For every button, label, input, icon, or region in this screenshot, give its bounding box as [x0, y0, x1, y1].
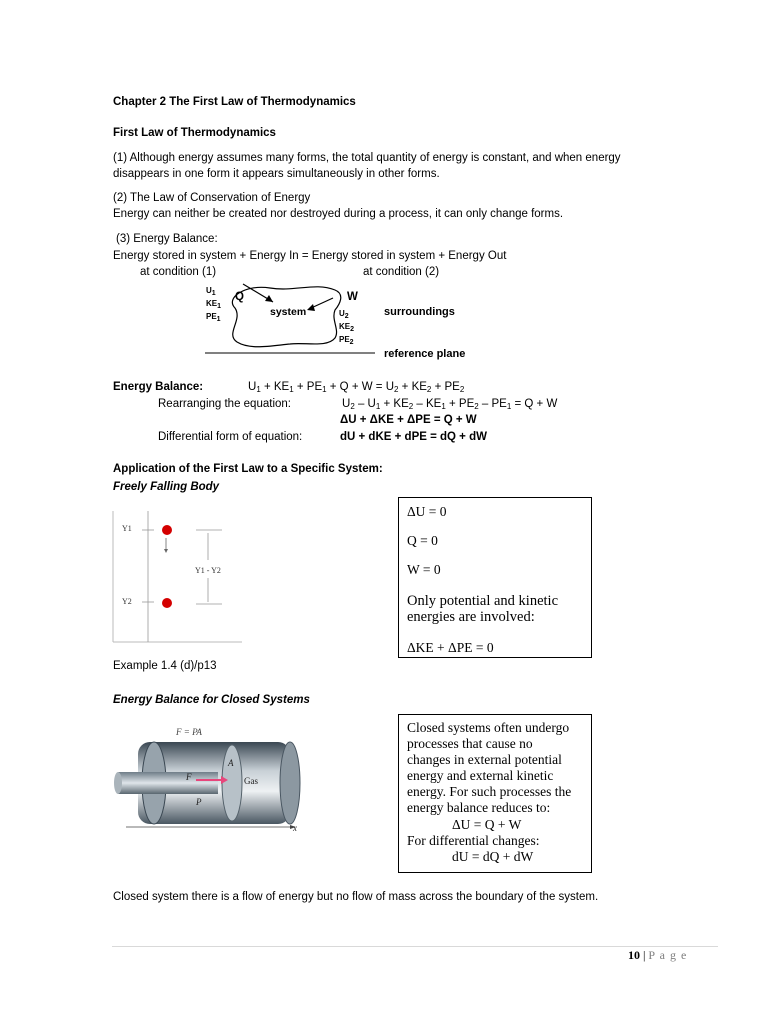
closed-box-line-2: processes that cause no [407, 736, 533, 751]
section-title: First Law of Thermodynamics [113, 127, 276, 139]
energy-balance-equation: $U_1 + KE_1 + PE_1 + Q + W = U_2 + KE_2 + PE_2$ [248, 381, 465, 394]
energy-balance-label: Energy Balance: [113, 381, 204, 393]
differential-equation: dU + dKE + dPE = dQ + dW [340, 431, 487, 443]
chapter-title: Chapter 2 The First Law of Thermodynamics [113, 96, 356, 108]
potential-kinetic-line-1: Only potential and kinetic [407, 593, 559, 609]
right-state-pe: $PE_2$ [339, 335, 354, 346]
delta-ke-pe-equation: ΔKE + ΔPE = 0 [407, 640, 494, 655]
closed-box-equation-1: ΔU = Q + W [452, 817, 522, 832]
right-state-ke: $KE_2$ [339, 322, 355, 333]
y2-label: Y2 [122, 597, 132, 606]
work-arrow-head [307, 304, 315, 311]
left-state-u: $U_1$ [206, 286, 216, 297]
footer-divider [112, 946, 718, 947]
footer-separator: | [640, 948, 649, 962]
force-label: F [186, 772, 192, 782]
gas-label: Gas [244, 776, 258, 786]
delta-equation: ΔU + ΔKE + ΔPE = Q + W [340, 414, 477, 426]
closed-systems-box [398, 714, 592, 873]
falling-body-title: Freely Falling Body [113, 481, 220, 493]
q-zero: Q = 0 [407, 533, 438, 548]
paragraph-1-line-1: (1) Although energy assumes many forms, the total quantity of energy is constant, and when energy [113, 152, 621, 164]
piston-head [222, 745, 242, 821]
rearranged-equation: $U_2 - U_1 + KE_2 - KE_1 + PE_2 - PE_1 = Q + W$ [342, 398, 558, 411]
differential-label: Differential form of equation: [158, 431, 303, 443]
energy-stored-line: Energy stored in system + Energy In = Energy stored in system + Energy Out [113, 250, 507, 262]
closed-box-line-7: For differential changes: [407, 833, 540, 848]
closed-box-line-3: changes in external potential [407, 752, 562, 767]
left-state-ke: $KE_1$ [206, 299, 222, 310]
piston-cylinder-figure [112, 722, 302, 838]
application-title: Application of the First Law to a Specific System: [113, 463, 383, 475]
work-label: W [347, 291, 358, 303]
page-number: 10 [628, 948, 640, 962]
potential-kinetic-line-2: energies are involved: [407, 609, 535, 625]
page-footer [628, 948, 687, 962]
paragraph-2-line-2: Energy can neither be created nor destroyed during a process, it can only change forms. [113, 208, 564, 220]
right-state-u: $U_2$ [339, 309, 349, 320]
rearranging-label: Rearranging the equation: [158, 398, 291, 410]
closed-systems-title: Energy Balance for Closed Systems [113, 694, 310, 706]
paragraph-3-title: (3) Energy Balance: [116, 233, 218, 245]
heat-label: Q [235, 291, 244, 303]
system-label: system [270, 306, 307, 318]
force-equation-label: F = PA [176, 727, 202, 737]
reference-plane-label: reference plane [384, 348, 466, 360]
example-reference: Example 1.4 (d)/p13 [113, 660, 217, 672]
surroundings-label: surroundings [384, 306, 455, 318]
y-difference-label: Y1 - Y2 [195, 566, 221, 575]
closed-box-line-5: energy. For such processes the [407, 784, 572, 799]
closed-system-note: Closed system there is a flow of energy but no flow of mass across the boundary of the system. [113, 891, 599, 903]
left-state-pe: $PE_1$ [206, 312, 221, 323]
ball-top [162, 525, 172, 535]
rod-end [114, 772, 122, 794]
falling-body-figure [112, 506, 244, 644]
pressure-label: P [196, 797, 202, 807]
y1-label: Y1 [122, 524, 132, 533]
x-axis-label: x [293, 823, 297, 833]
closed-box-line-4: energy and external kinetic [407, 768, 554, 783]
paragraph-2-line-1: (2) The Law of Conservation of Energy [113, 192, 311, 204]
piston-rod [118, 772, 218, 794]
falling-body-box [398, 497, 592, 658]
condition-2-label: at condition (2) [363, 266, 440, 278]
closed-box-line-6: energy balance reduces to: [407, 800, 551, 815]
closed-box-equation-2: dU = dQ + dW [452, 849, 534, 864]
page-label: P a g e [648, 948, 688, 962]
system-boundary-diagram [195, 280, 395, 360]
ball-bottom [162, 598, 172, 608]
area-label: A [228, 758, 234, 768]
fall-arrow-head [164, 549, 168, 553]
w-zero: W = 0 [407, 562, 441, 577]
closed-box-line-1: Closed systems often undergo [407, 720, 570, 735]
condition-1-label: at condition (1) [140, 266, 217, 278]
paragraph-1-line-2: disappears in one form it appears simultaneously in other forms. [113, 168, 440, 180]
cylinder-end [280, 742, 300, 824]
delta-u-zero: ΔU = 0 [407, 504, 447, 519]
